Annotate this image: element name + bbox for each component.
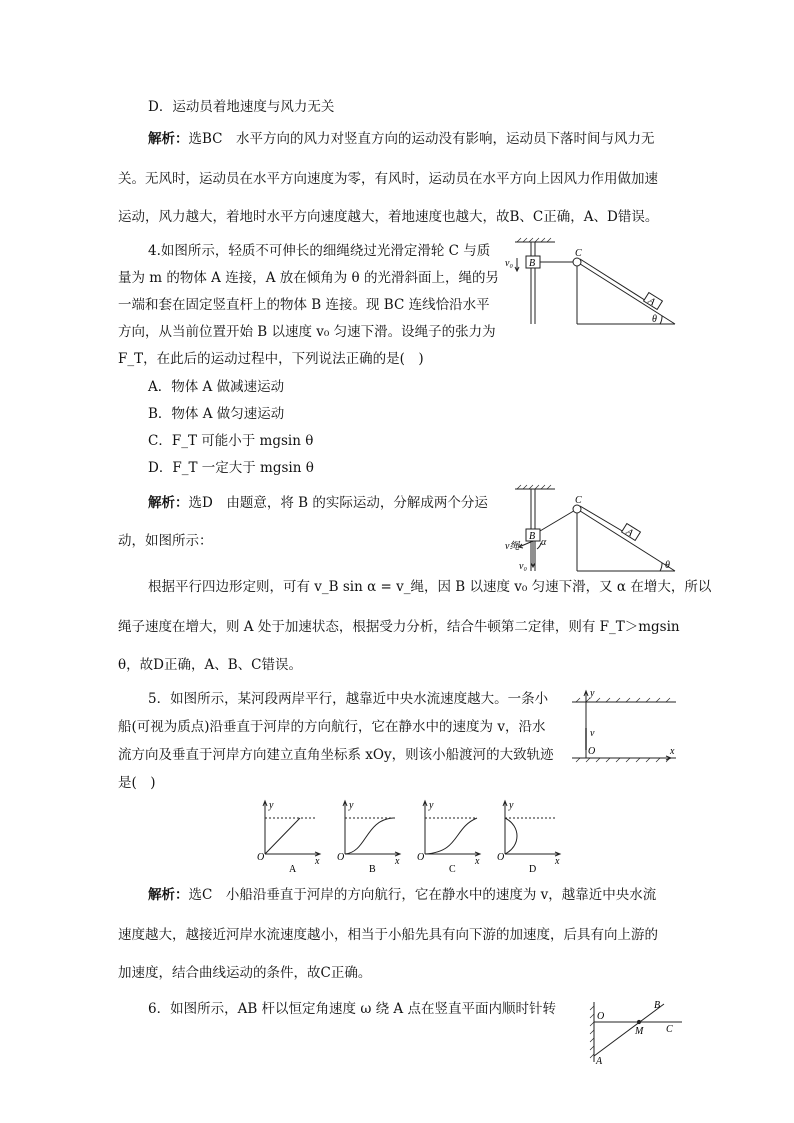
fig4-label-c: C [575,248,582,259]
question-5-figure [570,688,680,766]
question-6-figure [588,996,688,1067]
fig-sol4-label-b: B [529,531,536,542]
choice-d-x: x [555,856,560,867]
choice-c-x: x [475,856,480,867]
choice-d-label: D [529,864,537,875]
solution-3-line-2: 关。无风时，运动员在水平方向速度为零，有风时，运动员在水平方向上因风力作用做加速 [118,171,658,187]
choice-c-o: O [417,852,425,863]
question-4-line-1: 4.如图所示，轻质不可伸长的细绳绕过光滑定滑轮 C 与质 [148,243,491,259]
fig4-label-theta: θ [652,314,657,325]
choice-b-y: y [349,800,354,811]
choice-d-y: y [509,800,514,811]
fig6-label-a: A [596,1056,603,1067]
choice-a-label: A [289,864,297,875]
question-5-choices [255,798,575,876]
fig4-label-a: A [645,295,657,309]
question-5-line-1: 5．如图所示，某河段两岸平行，越靠近中央水流速度越大。一条小 [148,691,549,707]
fig5-label-o: O [588,746,596,757]
fig5-label-x: x [670,746,675,757]
question-4-option-b: B．物体 A 做匀速运动 [148,406,285,422]
question-5-line-4: 是( ) [118,775,156,791]
fig-sol4-label-c: C [575,495,582,506]
fig6-label-o: O [597,1011,605,1022]
question-4-option-d: D．F_T 一定大于 mgsin θ [148,460,314,476]
fig4-label-b: B [529,258,536,269]
solution-3-line-3: 运动，风力越大，着地时水平方向速度越大，着地速度也越大，故B、C正确，A、D错误。 [118,209,659,225]
question-4-option-a: A．物体 A 做减速运动 [148,379,285,395]
question-4-figure [505,238,680,328]
fig5-label-v: v [590,728,595,739]
choice-b-o: O [337,852,345,863]
solution-3-line-1: 解析：选BC 水平方向的风力对竖直方向的运动没有影响，运动员下落时间与风力无 [148,131,655,147]
fig-sol4-label-vrope: v绳 [505,541,520,552]
fig-sol4-label-theta: θ [665,560,670,571]
fig-sol4-label-alpha: α [541,537,547,548]
choice-c-label: C [449,864,456,875]
question-5-line-3: 流方向及垂直于河岸方向建立直角坐标系 xOy，则该小船渡河的大致轨迹 [118,747,554,763]
choice-d-o: O [497,852,505,863]
fig-sol4-label-v0: v₀ [519,561,527,572]
question-4-line-4: 方向，从当前位置开始 B 以速度 v₀ 匀速下滑。设绳子的张力为 [118,324,496,340]
choice-b-x: x [395,856,400,867]
option-d-prev: D．运动员着地速度与风力无关 [148,99,335,115]
solution-4-line-3: 根据平行四边形定则，可有 v_B sin α = v_绳，因 B 以速度 v₀ 匀速下滑，又 α 在增大，所以 [148,579,712,595]
choice-c-y: y [429,800,434,811]
question-4-line-3: 一端和套在固定竖直杆上的物体 B 连接。现 BC 连线恰沿水平 [118,297,490,313]
solution-4-line-4: 绳子速度在增大，则 A 处于加速状态，根据受力分析，结合牛顿第二定律，则有 F_T＞mgsin [118,619,680,635]
question-6-line-1: 6．如图所示，AB 杆以恒定角速度 ω 绕 A 点在竖直平面内顺时针转 [148,1001,556,1017]
fig6-label-c: C [666,1024,673,1035]
question-5-line-2: 船(可视为质点)沿垂直于河岸的方向航行，它在静水中的速度为 v，沿水 [118,719,546,735]
fig-sol4-label-a: A [623,526,635,540]
solution-5-line-2: 速度越大，越接近河岸水流速度越小，相当于小船先具有向下游的加速度，后具有向上游的 [118,927,658,943]
solution-5-line-3: 加速度，结合曲线运动的条件，故C正确。 [118,965,372,981]
solution-5-line-1: 解析：选C 小船沿垂直于河岸的方向航行，它在静水中的速度为 v，越靠近中央水流 [148,887,657,903]
fig4-label-v0: v₀ [505,258,513,269]
fig5-label-y: y [590,688,595,699]
question-4-line-5: F_T，在此后的运动过程中，下列说法正确的是( ) [118,351,424,367]
choice-a-y: y [269,800,274,811]
choice-a-o: O [257,852,265,863]
solution-4-figure [505,485,680,575]
choice-b-label: B [369,864,376,875]
solution-4-line-5: θ，故D正确，A、B、C错误。 [118,657,302,673]
choice-a-x: x [315,856,320,867]
solution-4-line-1: 解析：选D 由题意，将 B 的实际运动，分解成两个分运 [148,495,488,511]
question-4-option-c: C．F_T 可能小于 mgsin θ [148,433,314,449]
question-4-line-2: 量为 m 的物体 A 连接，A 放在倾角为 θ 的光滑斜面上，绳的另 [118,270,499,286]
fig6-label-m: M [635,1026,644,1037]
fig6-label-b: B [654,1000,661,1011]
solution-4-line-2: 动，如图所示： [118,533,213,549]
